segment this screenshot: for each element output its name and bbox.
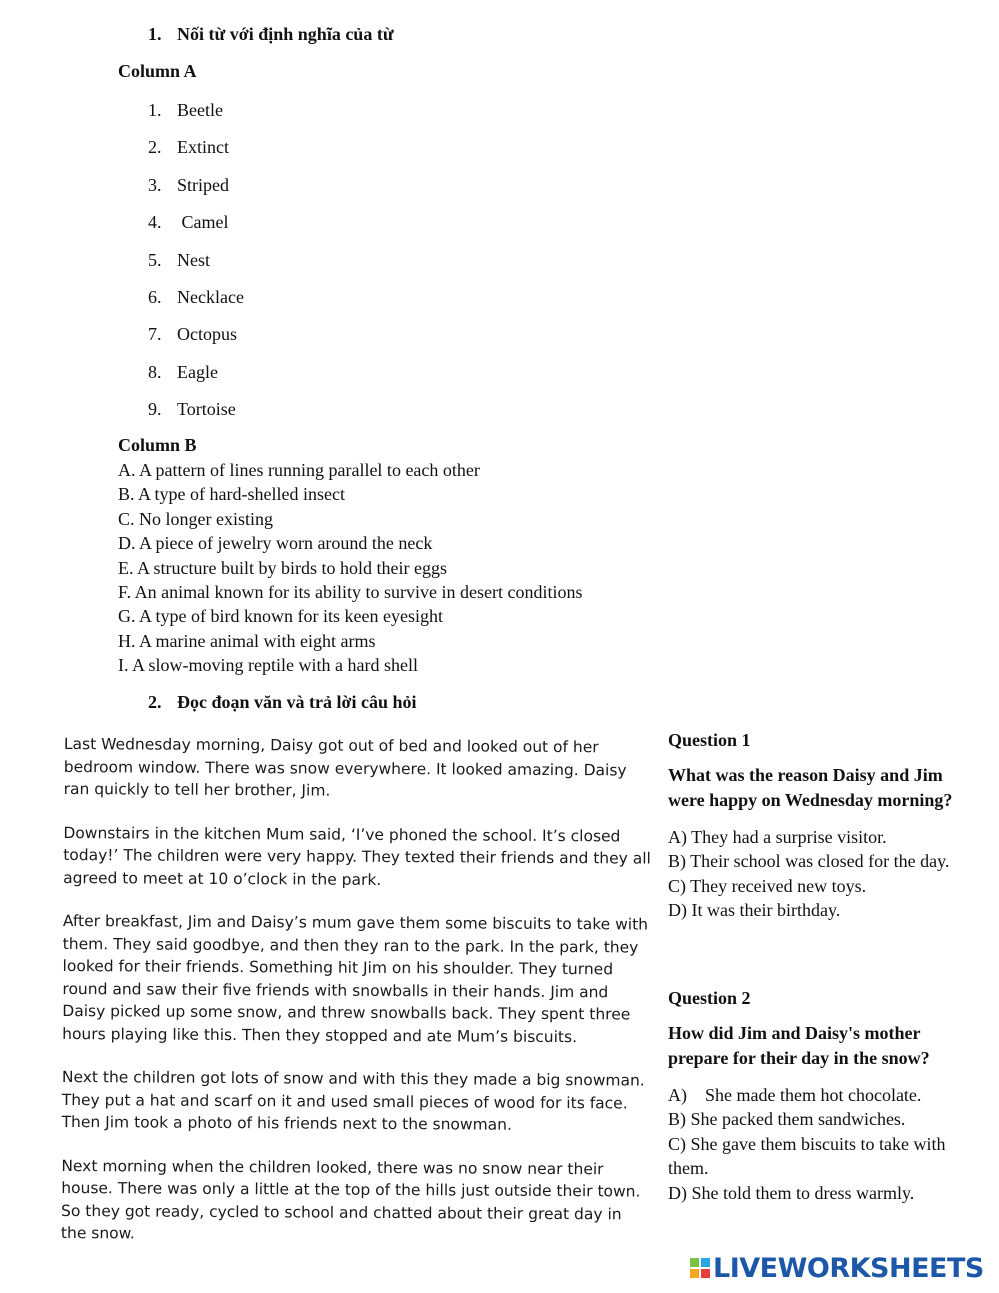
logo-square-icon	[701, 1258, 710, 1267]
answer-option[interactable]: D) She told them to dress warmly.	[668, 1182, 915, 1203]
question-2	[668, 988, 968, 1205]
passage-paragraph: After breakfast, Jim and Daisy’s mum gave them some biscuits to take with them. They said goodbye, and then they ran to the park. In the park, they looked for their friends. Something hit Jim on his shoulder. They turned round and saw their five friends with snowballs in their hands. Jim and Daisy picked up some snow, and threw snowballs back. They spent three hours playing like this. Then they stopped and ate Mum’s biscuits.	[62, 911, 649, 1046]
column-a-heading: Column A	[118, 61, 197, 81]
column-b-heading: Column B	[118, 435, 197, 455]
column-b-definition: G. A type of bird known for its keen eyesight	[118, 606, 443, 627]
answer-option[interactable]: A) They had a surprise visitor.	[668, 827, 887, 847]
column-a-item	[148, 96, 244, 133]
question-text: What was the reason Daisy and Jim were happy on Wednesday morning?	[668, 765, 953, 810]
question-title: Question 2	[668, 988, 751, 1008]
question-options	[668, 825, 968, 923]
item-word: Octopus	[177, 324, 237, 345]
column-b-definition: C. No longer existing	[118, 508, 273, 529]
column-b-definition: B. A type of hard-shelled insect	[118, 484, 345, 505]
section-1-heading	[148, 24, 394, 45]
section-2-number: 2.	[148, 692, 162, 712]
column-a-list	[148, 96, 244, 433]
liveworksheets-logo	[690, 1250, 990, 1286]
logo-square-icon	[690, 1258, 699, 1267]
answer-option[interactable]: C) They received new toys.	[668, 875, 867, 896]
item-word: Striped	[177, 174, 229, 195]
answer-option[interactable]: D) It was their birthday.	[668, 900, 841, 921]
passage-paragraph: Next the children got lots of snow and with this they made a big snowman. They put a hat and scarf on it and used small pieces of wood for its face. Then Jim took a photo of his friends next to the snowman.	[61, 1067, 645, 1134]
question-title: Question 1	[668, 730, 751, 750]
reading-passage	[61, 733, 654, 1269]
logo-text: LIVEWORKSHEETS	[713, 1252, 984, 1284]
logo-square-icon	[690, 1269, 699, 1278]
item-word: Tortoise	[177, 399, 236, 420]
answer-option[interactable]: C) She gave them biscuits to take with them.	[668, 1133, 946, 1179]
passage-paragraph: Next morning when the children looked, there was no snow near their house. There was only a little at the top of the hills just outside their town. So they got ready, cycled to school and chatted about their great day in the snow.	[60, 1156, 641, 1243]
item-number: 2.	[148, 137, 162, 158]
column-b-definition: F. An animal known for its ability to survive in desert conditions	[118, 581, 583, 602]
column-a-item	[148, 208, 244, 245]
item-number: 8.	[148, 361, 162, 382]
logo-square-icon	[701, 1269, 710, 1278]
item-word: Beetle	[177, 100, 223, 120]
item-word: Camel	[177, 212, 229, 233]
column-a-item	[148, 246, 244, 283]
logo-mark-icon	[690, 1258, 710, 1278]
column-a-item	[148, 358, 244, 395]
item-word: Extinct	[177, 137, 229, 158]
section-1-number: 1.	[148, 24, 162, 44]
column-a-item	[148, 320, 244, 357]
column-b-definition: E. A structure built by birds to hold their eggs	[118, 557, 447, 578]
column-b-definition: H. A marine animal with eight arms	[118, 630, 376, 651]
passage-paragraph: Last Wednesday morning, Daisy got out of bed and looked out of her bedroom window. There was snow everywhere. It looked amazing. Daisy ran quickly to tell her brother, Jim.	[63, 734, 627, 800]
item-number: 1.	[148, 100, 162, 120]
item-number: 5.	[148, 249, 162, 270]
section-2-title: Đọc đoạn văn và trả lời câu hỏi	[177, 692, 417, 712]
column-b-definition: I. A slow-moving reptile with a hard shell	[118, 655, 418, 676]
column-a-item	[148, 133, 244, 170]
question-text: How did Jim and Daisy's mother prepare for their day in the snow?	[668, 1023, 930, 1068]
item-number: 7.	[148, 324, 162, 345]
item-word: Necklace	[177, 286, 244, 307]
item-word: Nest	[177, 249, 210, 270]
column-b-definition: D. A piece of jewelry worn around the neck	[118, 533, 433, 554]
column-a-item	[148, 283, 244, 320]
passage-paragraph: Downstairs in the kitchen Mum said, ‘I’ve phoned the school. It’s closed today!’ The children were very happy. They texted their friends and they all agreed to meet at 10 o’clock in the park.	[63, 823, 651, 889]
column-b-list	[118, 458, 583, 678]
answer-option[interactable]: B) She packed them sandwiches.	[668, 1109, 906, 1130]
item-number: 4.	[148, 212, 162, 233]
item-number: 6.	[148, 286, 162, 307]
answer-option[interactable]: B) Their school was closed for the day.	[668, 851, 950, 872]
column-a-item	[148, 395, 244, 432]
column-a-item	[148, 171, 244, 208]
answer-option[interactable]: A) She made them hot chocolate.	[668, 1085, 922, 1105]
section-1-title: Nối từ với định nghĩa của từ	[177, 24, 394, 44]
item-number: 9.	[148, 399, 162, 420]
question-options	[668, 1083, 968, 1205]
section-2-heading	[148, 692, 416, 713]
question-1	[668, 730, 968, 923]
column-b-definition: A. A pattern of lines running parallel to each other	[118, 460, 480, 480]
item-word: Eagle	[177, 361, 218, 382]
item-number: 3.	[148, 174, 162, 195]
